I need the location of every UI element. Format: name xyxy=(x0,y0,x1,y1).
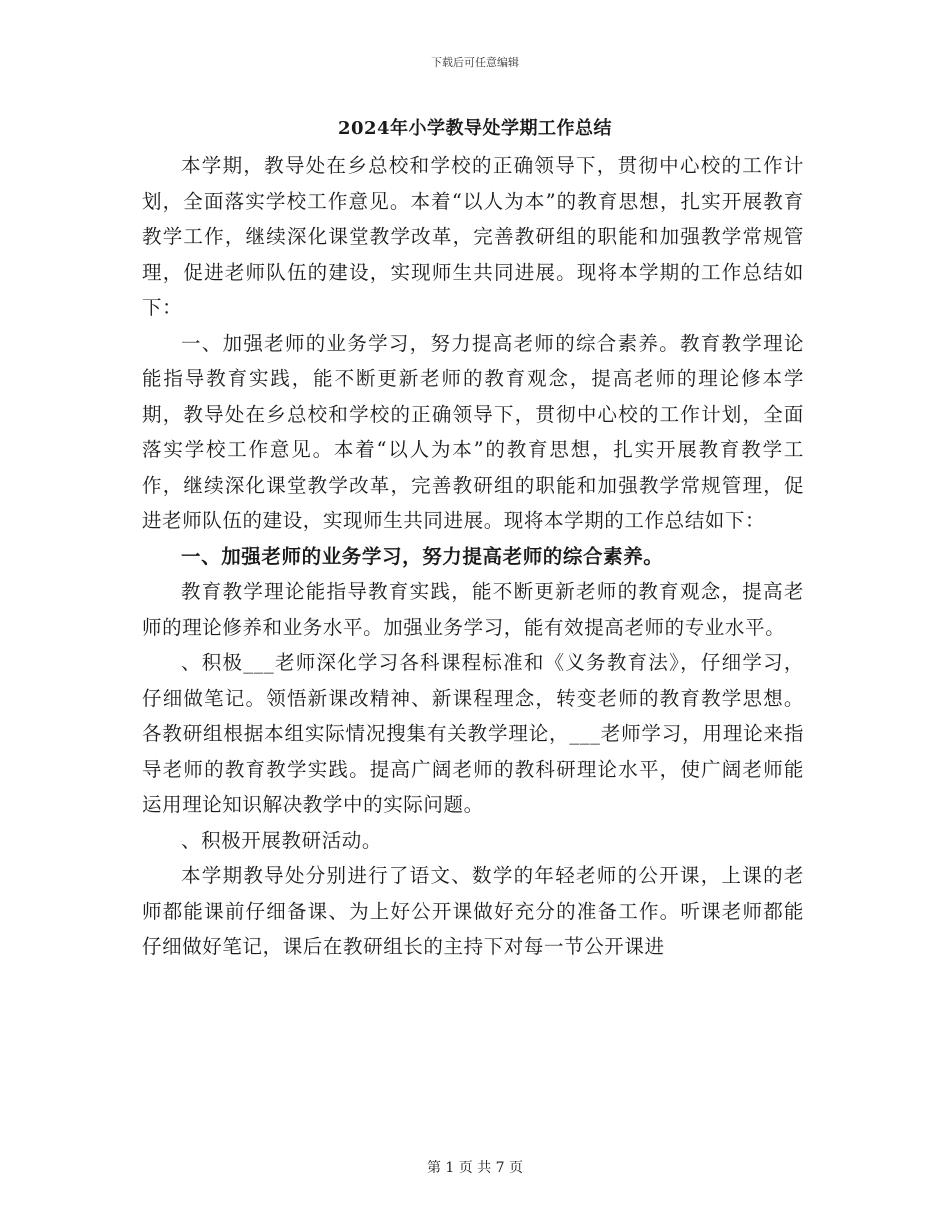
section-heading-1: 一、加强老师的业务学习，努力提高老师的综合素养。 xyxy=(181,544,664,568)
repeated-section-paragraph: 一、加强老师的业务学习，努力提高老师的综合素养。教育教学理论能指导教育实践，能不断更新老师的教育观念，提高老师的理论修本学期，教导处在乡总校和学校的正确领导下，贯彻中心校的工作计划，全面落实学校工作意见。本着“以人为本”的教育思想，扎实开展教育教学工作，继续深化课堂教学改革，完善教研组的职能和加强教学常规管理，促进老师队伍的建设，实现师生共同进展。现将本学期的工作总结如下： xyxy=(142,331,804,532)
open-class-paragraph: 本学期教导处分别进行了语文、数学的年轻老师的公开课，上课的老师都能课前仔细备课、为上好公开课做好充分的准备工作。听课老师都能仔细做好笔记，课后在教研组长的主持下对每一节公开课进 xyxy=(142,864,804,958)
intro-paragraph: 本学期，教导处在乡总校和学校的正确领导下，贯彻中心校的工作计划，全面落实学校工作意见。本着“以人为本”的教育思想，扎实开展教育教学工作，继续深化课堂教学改革，完善教研组的职能和加强教学常规管理，促进老师队伍的建设，实现师生共同进展。现将本学期的工作总结如下： xyxy=(142,154,804,319)
download-editable-note: 下载后可任意编辑 xyxy=(431,56,519,69)
document-title: 2024年小学教导处学期工作总结 xyxy=(337,118,613,139)
research-activity-heading: 、积极开展教研活动。 xyxy=(181,828,383,852)
curriculum-study-paragraph: 、积极___老师深化学习各科课程标准和《义务教育法》，仔细学习，仔细做笔记。领悟新课改精神、新课程理念，转变老师的教育教学思想。各教研组根据本组实际情况搜集有关教学理论，___老师学习，用理论来指导老师的教育教学实践。提高广阔老师的教科研理论水平，使广阔老师能运用理论知识解决教学中的实际问题。 xyxy=(142,651,804,816)
document-body xyxy=(142,148,804,965)
page-number: 第 1 页 共 7 页 xyxy=(426,1160,524,1176)
theory-paragraph: 教育教学理论能指导教育实践，能不断更新老师的教育观念，提高老师的理论修养和业务水平。加强业务学习，能有效提高老师的专业水平。 xyxy=(142,580,804,639)
